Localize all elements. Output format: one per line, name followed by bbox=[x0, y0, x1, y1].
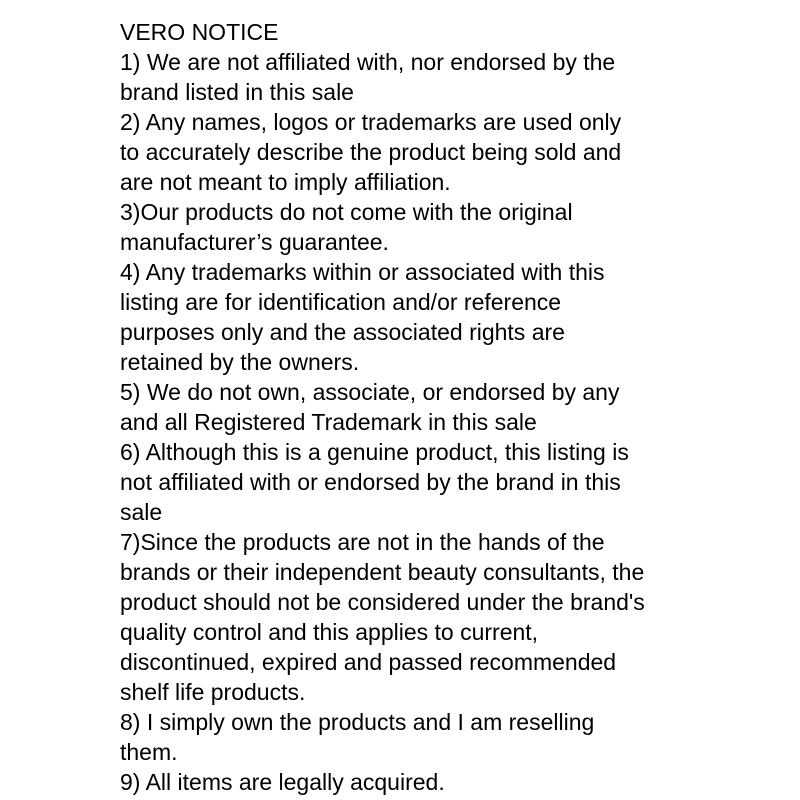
notice-line: 8) I simply own the products and I am reselling bbox=[120, 709, 595, 735]
notice-line: 2) Any names, logos or trademarks are used only bbox=[120, 109, 622, 135]
notice-line: and all Registered Trademark in this sale bbox=[120, 409, 537, 435]
notice-line: are not meant to imply affiliation. bbox=[120, 169, 451, 195]
notice-line: discontinued, expired and passed recommended bbox=[120, 649, 617, 675]
notice-line: them. bbox=[120, 739, 178, 765]
notice-line: 1) We are not affiliated with, nor endorsed by the bbox=[120, 49, 616, 75]
notice-line: manufacturer’s guarantee. bbox=[120, 229, 389, 255]
notice-line: 9) All items are legally acquired. bbox=[120, 769, 445, 795]
notice-line: product should not be considered under the brand's bbox=[120, 589, 645, 615]
notice-line: brand listed in this sale bbox=[120, 79, 354, 105]
notice-line: 6) Although this is a genuine product, this listing is bbox=[120, 439, 629, 465]
notice-line: not affiliated with or endorsed by the brand in this bbox=[120, 469, 621, 495]
notice-line: 3)Our products do not come with the original bbox=[120, 199, 573, 225]
notice-line: 5) We do not own, associate, or endorsed by any bbox=[120, 379, 620, 405]
notice-title: VERO NOTICE bbox=[120, 19, 279, 45]
vero-notice bbox=[120, 17, 780, 797]
notice-line: 7)Since the products are not in the hands of the bbox=[120, 529, 605, 555]
notice-line: to accurately describe the product being sold and bbox=[120, 139, 622, 165]
notice-line: shelf life products. bbox=[120, 679, 306, 705]
notice-line: listing are for identification and/or reference bbox=[120, 289, 562, 315]
notice-line: quality control and this applies to current, bbox=[120, 619, 539, 645]
notice-line: 4) Any trademarks within or associated with this bbox=[120, 259, 605, 285]
notice-line: purposes only and the associated rights are bbox=[120, 319, 565, 345]
notice-line: sale bbox=[120, 499, 163, 525]
notice-line: brands or their independent beauty consultants, the bbox=[120, 559, 645, 585]
notice-line: retained by the owners. bbox=[120, 349, 360, 375]
